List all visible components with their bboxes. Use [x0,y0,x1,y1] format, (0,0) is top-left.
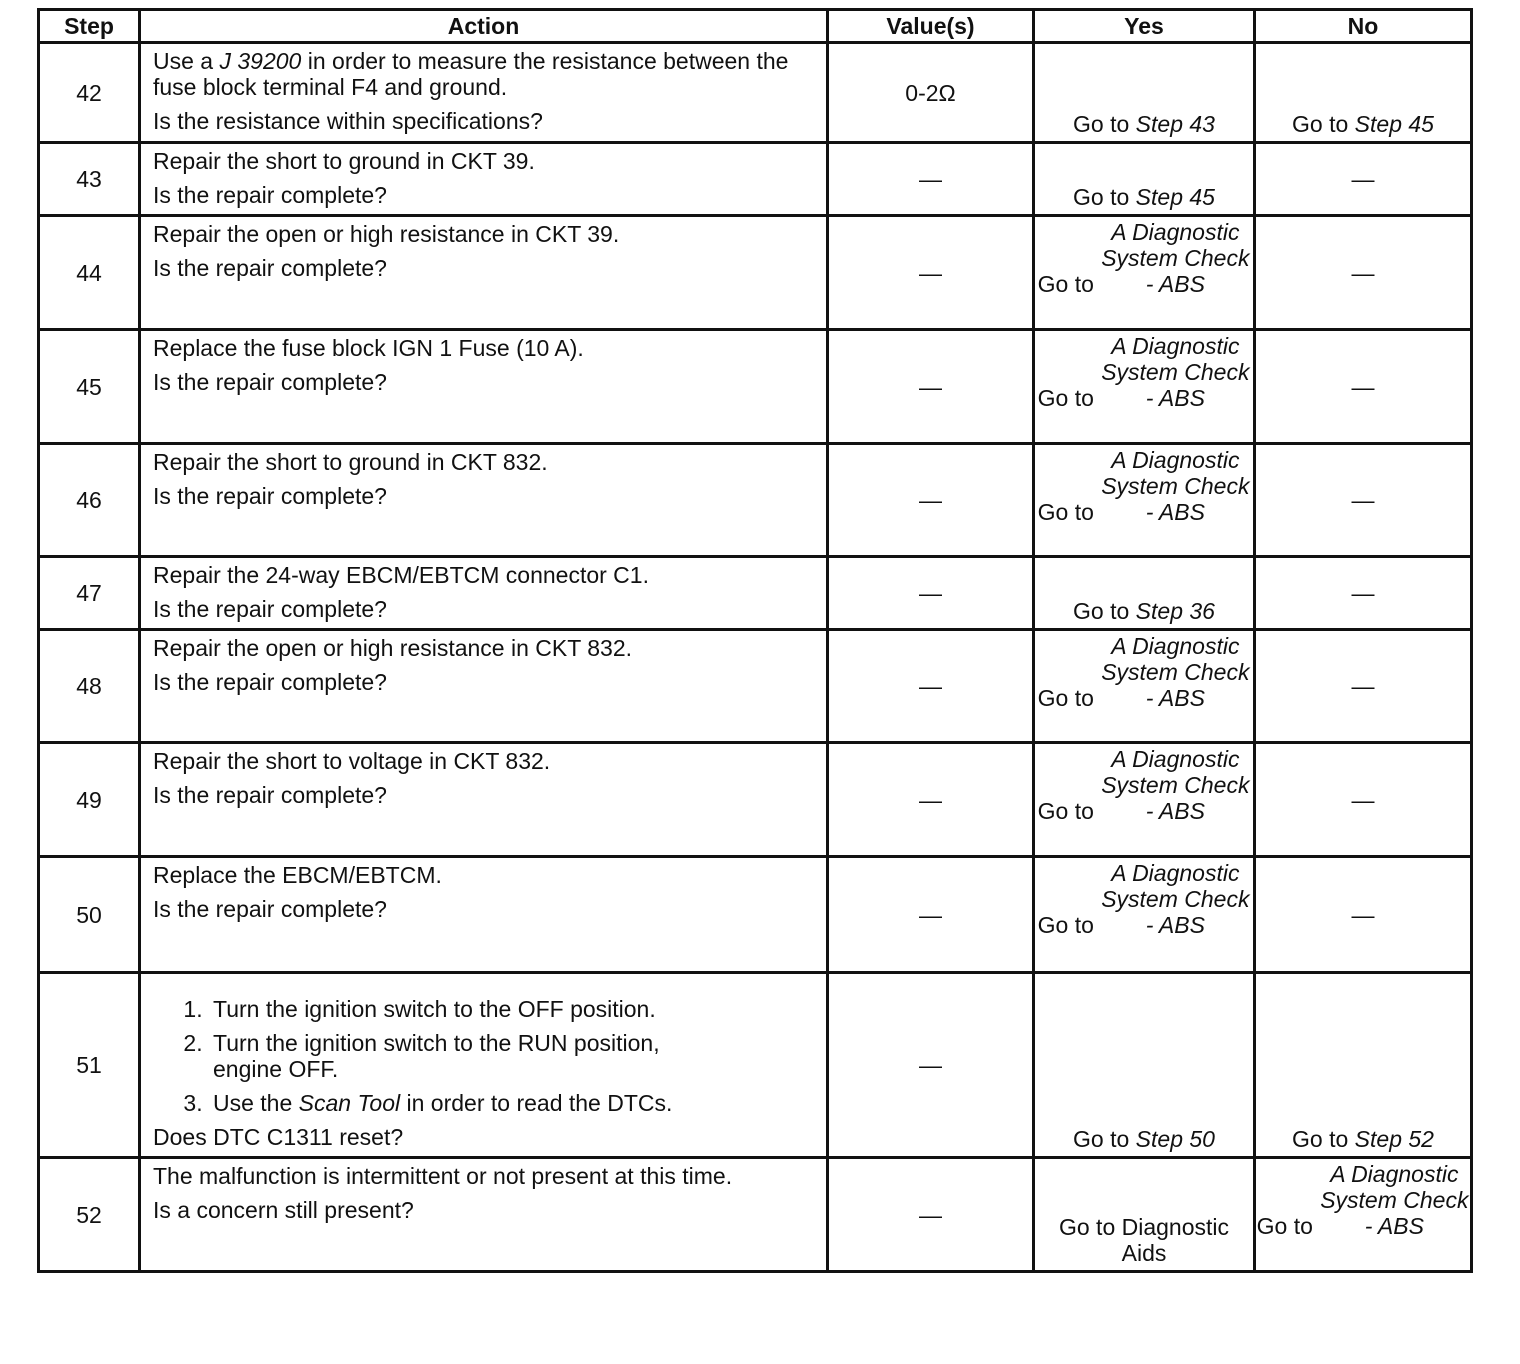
action-cell [140,973,828,1158]
table-row [39,330,1472,444]
action-text: Repair the short to ground in CKT 832. [153,449,548,475]
table-row [39,1158,1472,1272]
yes-link[interactable]: A Diagnostic System Check - ABS [1101,633,1250,711]
yes-prefix: Go to [1037,685,1101,711]
no-cell: — [1255,444,1472,557]
yes-link[interactable]: Go to Diagnostic Aids [1058,1214,1230,1266]
value-cell: — [828,330,1034,444]
step-number: 51 [39,973,140,1158]
value-cell: — [828,444,1034,557]
list-item [209,1090,818,1116]
table-row [39,973,1472,1158]
table-row [39,743,1472,857]
list-item-part: in order to read the DTCs. [400,1090,673,1116]
yes-prefix: Go to [1073,1126,1136,1152]
yes-cell [1034,857,1255,973]
yes-prefix: Go to [1037,385,1101,411]
no-cell: — [1255,330,1472,444]
yes-prefix: Go to [1037,499,1101,525]
value-cell: — [828,630,1034,743]
table-row [39,43,1472,143]
yes-link[interactable]: A Diagnostic System Check - ABS [1101,746,1250,824]
action-text: Repair the open or high resistance in CKT 832. [153,635,633,661]
yes-cell [1034,143,1255,216]
header-step: Step [39,10,140,43]
value-cell: — [828,743,1034,857]
action-cell [140,143,828,216]
action-text: Replace the fuse block IGN 1 Fuse (10 A). [153,335,584,361]
yes-prefix: Go to [1037,798,1101,824]
yes-prefix: Go to [1073,111,1136,137]
step-number: 50 [39,857,140,973]
action-cell [140,1158,828,1272]
action-question: Is the repair complete? [153,669,387,695]
yes-prefix: Go to [1037,912,1101,938]
value-cell: — [828,143,1034,216]
yes-prefix: Go to [1037,271,1101,297]
step-number: 42 [39,43,140,143]
yes-link[interactable]: A Diagnostic System Check - ABS [1101,447,1250,525]
step-number: 46 [39,444,140,557]
no-cell [1255,1158,1472,1272]
step-number: 48 [39,630,140,743]
no-cell: — [1255,857,1472,973]
procedure-list [153,996,818,1116]
list-item: 2. Turn the ignition switch to the RUN position, engine OFF. [209,1030,733,1082]
value-cell: 0-2Ω [828,43,1034,143]
action-text: Replace the EBCM/EBTCM. [153,862,442,888]
yes-cell [1034,630,1255,743]
value-cell: — [828,973,1034,1158]
action-cell [140,444,828,557]
step-number: 44 [39,216,140,330]
step-number: 49 [39,743,140,857]
no-prefix: Go to [1292,1126,1355,1152]
no-cell: — [1255,630,1472,743]
action-cell [140,743,828,857]
action-cell [140,557,828,630]
diagnostic-table [37,8,1473,1273]
no-cell: — [1255,743,1472,857]
list-item: 1. Turn the ignition switch to the OFF position. [209,996,818,1022]
tool-name: Scan Tool [298,1090,401,1116]
yes-cell [1034,743,1255,857]
yes-cell [1034,330,1255,444]
table-header [39,10,1472,43]
action-question: Is the repair complete? [153,182,387,208]
header-row [39,10,1472,43]
yes-cell [1034,973,1255,1158]
action-cell [140,216,828,330]
value-cell: — [828,857,1034,973]
no-cell [1255,973,1472,1158]
value-cell: — [828,1158,1034,1272]
yes-link[interactable]: Step 36 [1135,598,1215,624]
action-question: Is the repair complete? [153,596,387,622]
table-row [39,557,1472,630]
no-prefix: Go to [1292,111,1355,137]
action-cell [140,330,828,444]
value-cell: — [828,557,1034,630]
step-number: 52 [39,1158,140,1272]
action-cell [140,630,828,743]
action-question: Does DTC C1311 reset? [153,1124,404,1150]
no-cell: — [1255,557,1472,630]
yes-cell [1034,557,1255,630]
action-text: Repair the short to ground in CKT 39. [153,148,535,174]
yes-cell [1034,43,1255,143]
yes-link[interactable]: Step 43 [1135,111,1215,137]
no-cell: — [1255,143,1472,216]
header-values: Value(s) [828,10,1034,43]
step-number: 43 [39,143,140,216]
tool-name: J 39200 [219,48,302,74]
yes-link[interactable]: A Diagnostic System Check - ABS [1101,860,1250,938]
action-text: Repair the short to voltage in CKT 832. [153,748,551,774]
yes-link[interactable]: Step 50 [1135,1126,1215,1152]
action-text: Repair the 24-way EBCM/EBTCM connector C1. [153,562,649,588]
table-row [39,857,1472,973]
action-question: Is the repair complete? [153,483,387,509]
yes-link[interactable]: A Diagnostic System Check - ABS [1101,333,1250,411]
action-cell [140,857,828,973]
action-cell [140,43,828,143]
table-row [39,630,1472,743]
action-text [153,48,818,100]
yes-cell [1034,216,1255,330]
yes-link[interactable]: A Diagnostic System Check - ABS [1101,219,1250,297]
no-cell [1255,43,1472,143]
yes-prefix: Go to [1073,184,1136,210]
action-question: Is the repair complete? [153,255,387,281]
action-question: Is a concern still present? [153,1197,414,1223]
value-cell: — [828,216,1034,330]
header-action: Action [140,10,828,43]
table-row [39,216,1472,330]
table-row [39,444,1472,557]
no-link[interactable]: Step 52 [1354,1126,1434,1152]
table-row [39,143,1472,216]
yes-cell [1034,444,1255,557]
action-text: Repair the open or high resistance in CKT 39. [153,221,620,247]
no-link[interactable]: A Diagnostic System Check - ABS [1320,1161,1469,1239]
action-text: The malfunction is intermittent or not present at this time. [153,1163,733,1189]
no-link[interactable]: Step 45 [1354,111,1434,137]
action-question: Is the resistance within specifications? [153,108,543,134]
action-text-part: in order to measure the resistance between the fuse block terminal F4 and ground. [153,48,789,100]
yes-cell [1034,1158,1255,1272]
no-cell: — [1255,216,1472,330]
action-question: Is the repair complete? [153,369,387,395]
step-number: 45 [39,330,140,444]
yes-prefix: Go to [1073,598,1136,624]
yes-link[interactable]: Step 45 [1135,184,1215,210]
header-yes: Yes [1034,10,1255,43]
action-text-part: Use a [153,48,220,74]
step-number: 47 [39,557,140,630]
action-question: Is the repair complete? [153,896,387,922]
no-prefix: Go to [1256,1213,1320,1239]
action-question: Is the repair complete? [153,782,387,808]
list-item-part: Use the [213,1090,299,1116]
header-no: No [1255,10,1472,43]
